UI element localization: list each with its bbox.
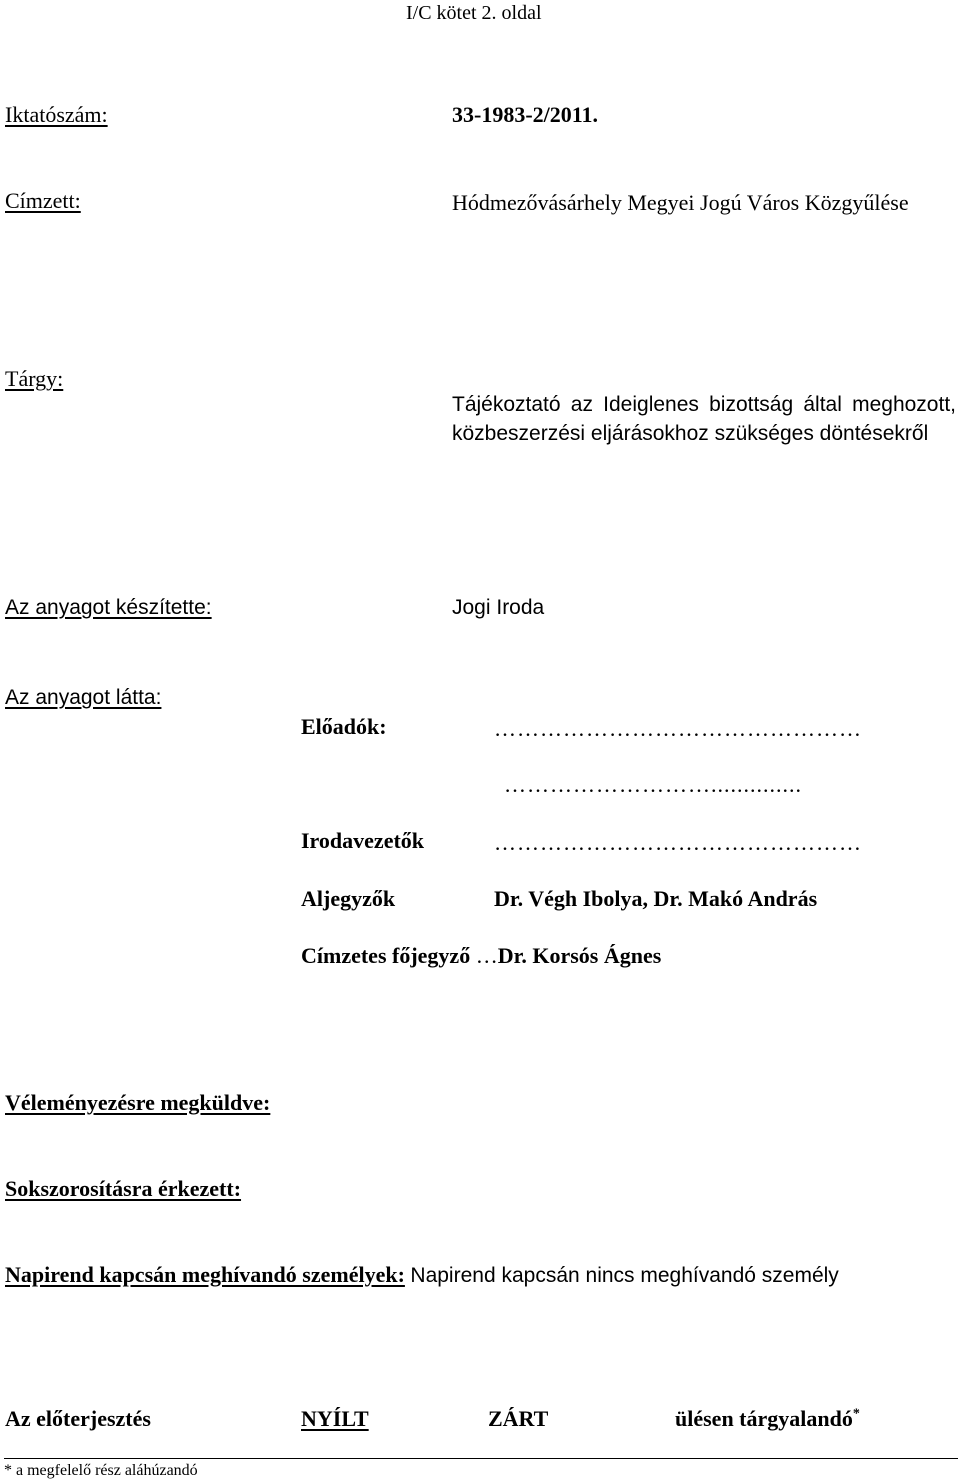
seen-by-label: Az anyagot látta: <box>5 686 162 709</box>
reference-label: Iktatószám: <box>5 102 108 127</box>
presenters-label: Előadók: <box>301 714 387 739</box>
invitees-value: Napirend kapcsán nincs meghívandó személy <box>410 1264 839 1287</box>
sent-for-review-label: Véleményezésre megküldve: <box>5 1090 271 1115</box>
chief-notary-label: Címzetes főjegyző <box>301 943 471 968</box>
reference-value: 33-1983-2/2011. <box>452 102 599 127</box>
office-heads-dots: ………………………………………… <box>494 830 862 855</box>
prepared-by-label: Az anyagot készítette: <box>5 596 212 619</box>
invitees-label: Napirend kapcsán meghívandó személyek: <box>5 1262 405 1287</box>
addressee-value: Hódmezővásárhely Megyei Jogú Város Közgyűlése <box>452 190 909 215</box>
subject-value: Tájékoztató az Ideiglenes bizottság által meghozott, közbeszerzési eljárásokhoz szükséges döntésekről <box>452 393 956 445</box>
chief-notary-dots: … <box>475 943 498 968</box>
arrived-for-copying-label: Sokszorosításra érkezett: <box>5 1176 242 1201</box>
footnote-divider <box>4 1458 958 1459</box>
session-outro-line <box>675 1406 860 1432</box>
addressee-label: Címzett: <box>5 188 81 213</box>
deputy-notaries-value: Dr. Végh Ibolya, Dr. Makó András <box>494 886 818 911</box>
invitees-line <box>5 1262 839 1288</box>
session-intro: Az előterjesztés <box>5 1406 151 1431</box>
session-closed: ZÁRT <box>488 1406 549 1431</box>
chief-notary-value: Dr. Korsós Ágnes <box>497 943 662 968</box>
presenters-dots-1: ………………………………………… <box>494 716 862 741</box>
page-header: I/C kötet 2. oldal <box>406 2 542 24</box>
chief-notary-line <box>301 943 661 969</box>
prepared-by-value: Jogi Iroda <box>452 596 545 619</box>
session-open: NYÍLT <box>301 1406 369 1431</box>
subject-label: Tárgy: <box>5 366 64 391</box>
deputy-notaries-label: Aljegyzők <box>301 886 396 911</box>
office-heads-label: Irodavezetők <box>301 828 425 853</box>
footnote-marker: * <box>852 1406 860 1422</box>
session-outro: ülésen tárgyalandó <box>675 1406 853 1431</box>
footnote-text: * a megfelelő rész aláhúzandó <box>4 1462 198 1479</box>
presenters-dots-2: ……………………….............. <box>504 772 802 797</box>
